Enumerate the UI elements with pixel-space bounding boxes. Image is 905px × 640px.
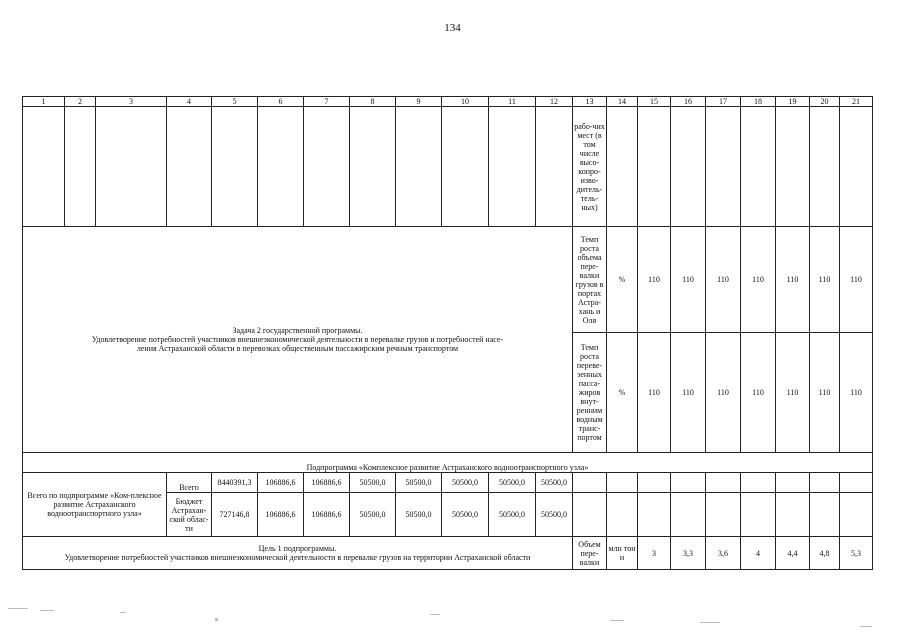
program-table: [22, 96, 873, 570]
funding-value: 50500,0: [442, 473, 489, 493]
subprogram-title-row: [23, 453, 873, 473]
column-number: 20: [810, 97, 840, 107]
funding-value: 50500,0: [350, 493, 396, 537]
funding-value: 50500,0: [396, 493, 442, 537]
goal1-title: Цель 1 подпрограммы.: [258, 544, 337, 553]
scan-artifacts: [0, 600, 905, 640]
indicator-name: Темп роста объема пере-валки грузов в портах Астра-хань и Оля: [573, 227, 607, 333]
goal1-description: [23, 537, 573, 570]
column-number: 10: [442, 97, 489, 107]
column-number: 11: [489, 97, 536, 107]
column-number: 6: [258, 97, 304, 107]
page-number: 134: [444, 22, 461, 34]
indicator-value: 110: [638, 333, 671, 453]
task2-indicator-row: [23, 227, 873, 333]
indicator-value: 110: [741, 227, 776, 333]
indicator-value: 3,3: [671, 537, 706, 570]
indicator-value: 3,6: [706, 537, 741, 570]
column-number: 9: [396, 97, 442, 107]
column-number: 1: [23, 97, 65, 107]
indicator-name: Темп роста переве-зенных пасса-жиров внут-ренним водным транс-портом: [573, 333, 607, 453]
indicator-value: 110: [638, 227, 671, 333]
indicator-name: рабо-чих мест (в том числе высо-копро-изво-дитель-тель-ных): [573, 107, 607, 227]
goal1-row: [23, 537, 873, 570]
funding-value: 50500,0: [489, 473, 536, 493]
indicator-value: 110: [741, 333, 776, 453]
funding-value: 50500,0: [442, 493, 489, 537]
funding-value: 50500,0: [536, 493, 573, 537]
column-number: 12: [536, 97, 573, 107]
task2-text-line1: Удовлетворение потребностей участников внешнеэкономической деятельности в перевалке грузов и потребностей насе-: [91, 335, 504, 344]
column-number: 21: [840, 97, 873, 107]
indicator-value: 110: [776, 333, 810, 453]
indicator-value: 110: [810, 333, 840, 453]
workplaces-row: [23, 107, 873, 227]
funding-total: 727146,8: [212, 493, 258, 537]
column-number: 2: [65, 97, 96, 107]
indicator-value: 110: [706, 333, 741, 453]
indicator-value: 110: [840, 227, 873, 333]
funding-value: 106886,6: [304, 473, 350, 493]
indicator-name: Объем пере-валки: [573, 537, 607, 570]
column-number: 17: [706, 97, 741, 107]
funding-source: Всего: [167, 473, 212, 493]
column-number: 4: [167, 97, 212, 107]
column-number: 19: [776, 97, 810, 107]
indicator-value: 110: [671, 333, 706, 453]
column-number: 14: [607, 97, 638, 107]
subprogram-total-label: Всего по подпрограмме «Ком-плексное развитие Астраханского водноотранспортного узла»: [23, 473, 167, 537]
funding-value: 50500,0: [350, 473, 396, 493]
indicator-unit: %: [607, 333, 638, 453]
funding-value: 50500,0: [489, 493, 536, 537]
indicator-unit: млн тон н: [607, 537, 638, 570]
funding-source: Бюджет Астрахан-ской облас-ти: [167, 493, 212, 537]
indicator-value: 110: [810, 227, 840, 333]
indicator-value: 5,3: [840, 537, 873, 570]
subprogram-title: Подпрограмма «Комплексное развитие Астраханского водноотранспортного узла»: [23, 453, 873, 473]
indicator-value: 3: [638, 537, 671, 570]
indicator-value: 110: [840, 333, 873, 453]
column-number: 15: [638, 97, 671, 107]
column-number-row: [23, 97, 873, 107]
indicator-value: 110: [671, 227, 706, 333]
task2-title: Задача 2 государственной программы.: [232, 326, 363, 335]
funding-value: 50500,0: [536, 473, 573, 493]
task2-text-line2: ления Астраханской области в перевозках общественным пассажирским речным транспортом: [136, 344, 459, 353]
goal1-text: Удовлетворение потребностей участников внешнеэкономической деятельности в перевалке грузов на территории Астраханской области: [64, 553, 531, 562]
column-number: 8: [350, 97, 396, 107]
task2-description: [23, 227, 573, 453]
column-number: 3: [96, 97, 167, 107]
funding-total: 8440391,3: [212, 473, 258, 493]
column-number: 16: [671, 97, 706, 107]
indicator-value: 110: [706, 227, 741, 333]
indicator-value: 110: [776, 227, 810, 333]
indicator-value: 4,4: [776, 537, 810, 570]
column-number: 5: [212, 97, 258, 107]
column-number: 18: [741, 97, 776, 107]
indicator-value: 4: [741, 537, 776, 570]
subprogram-total-row: [23, 473, 873, 493]
column-number: 7: [304, 97, 350, 107]
funding-value: 106886,6: [258, 473, 304, 493]
indicator-value: 4,8: [810, 537, 840, 570]
funding-value: 106886,6: [258, 493, 304, 537]
funding-value: 106886,6: [304, 493, 350, 537]
column-number: 13: [573, 97, 607, 107]
funding-value: 50500,0: [396, 473, 442, 493]
indicator-unit: %: [607, 227, 638, 333]
